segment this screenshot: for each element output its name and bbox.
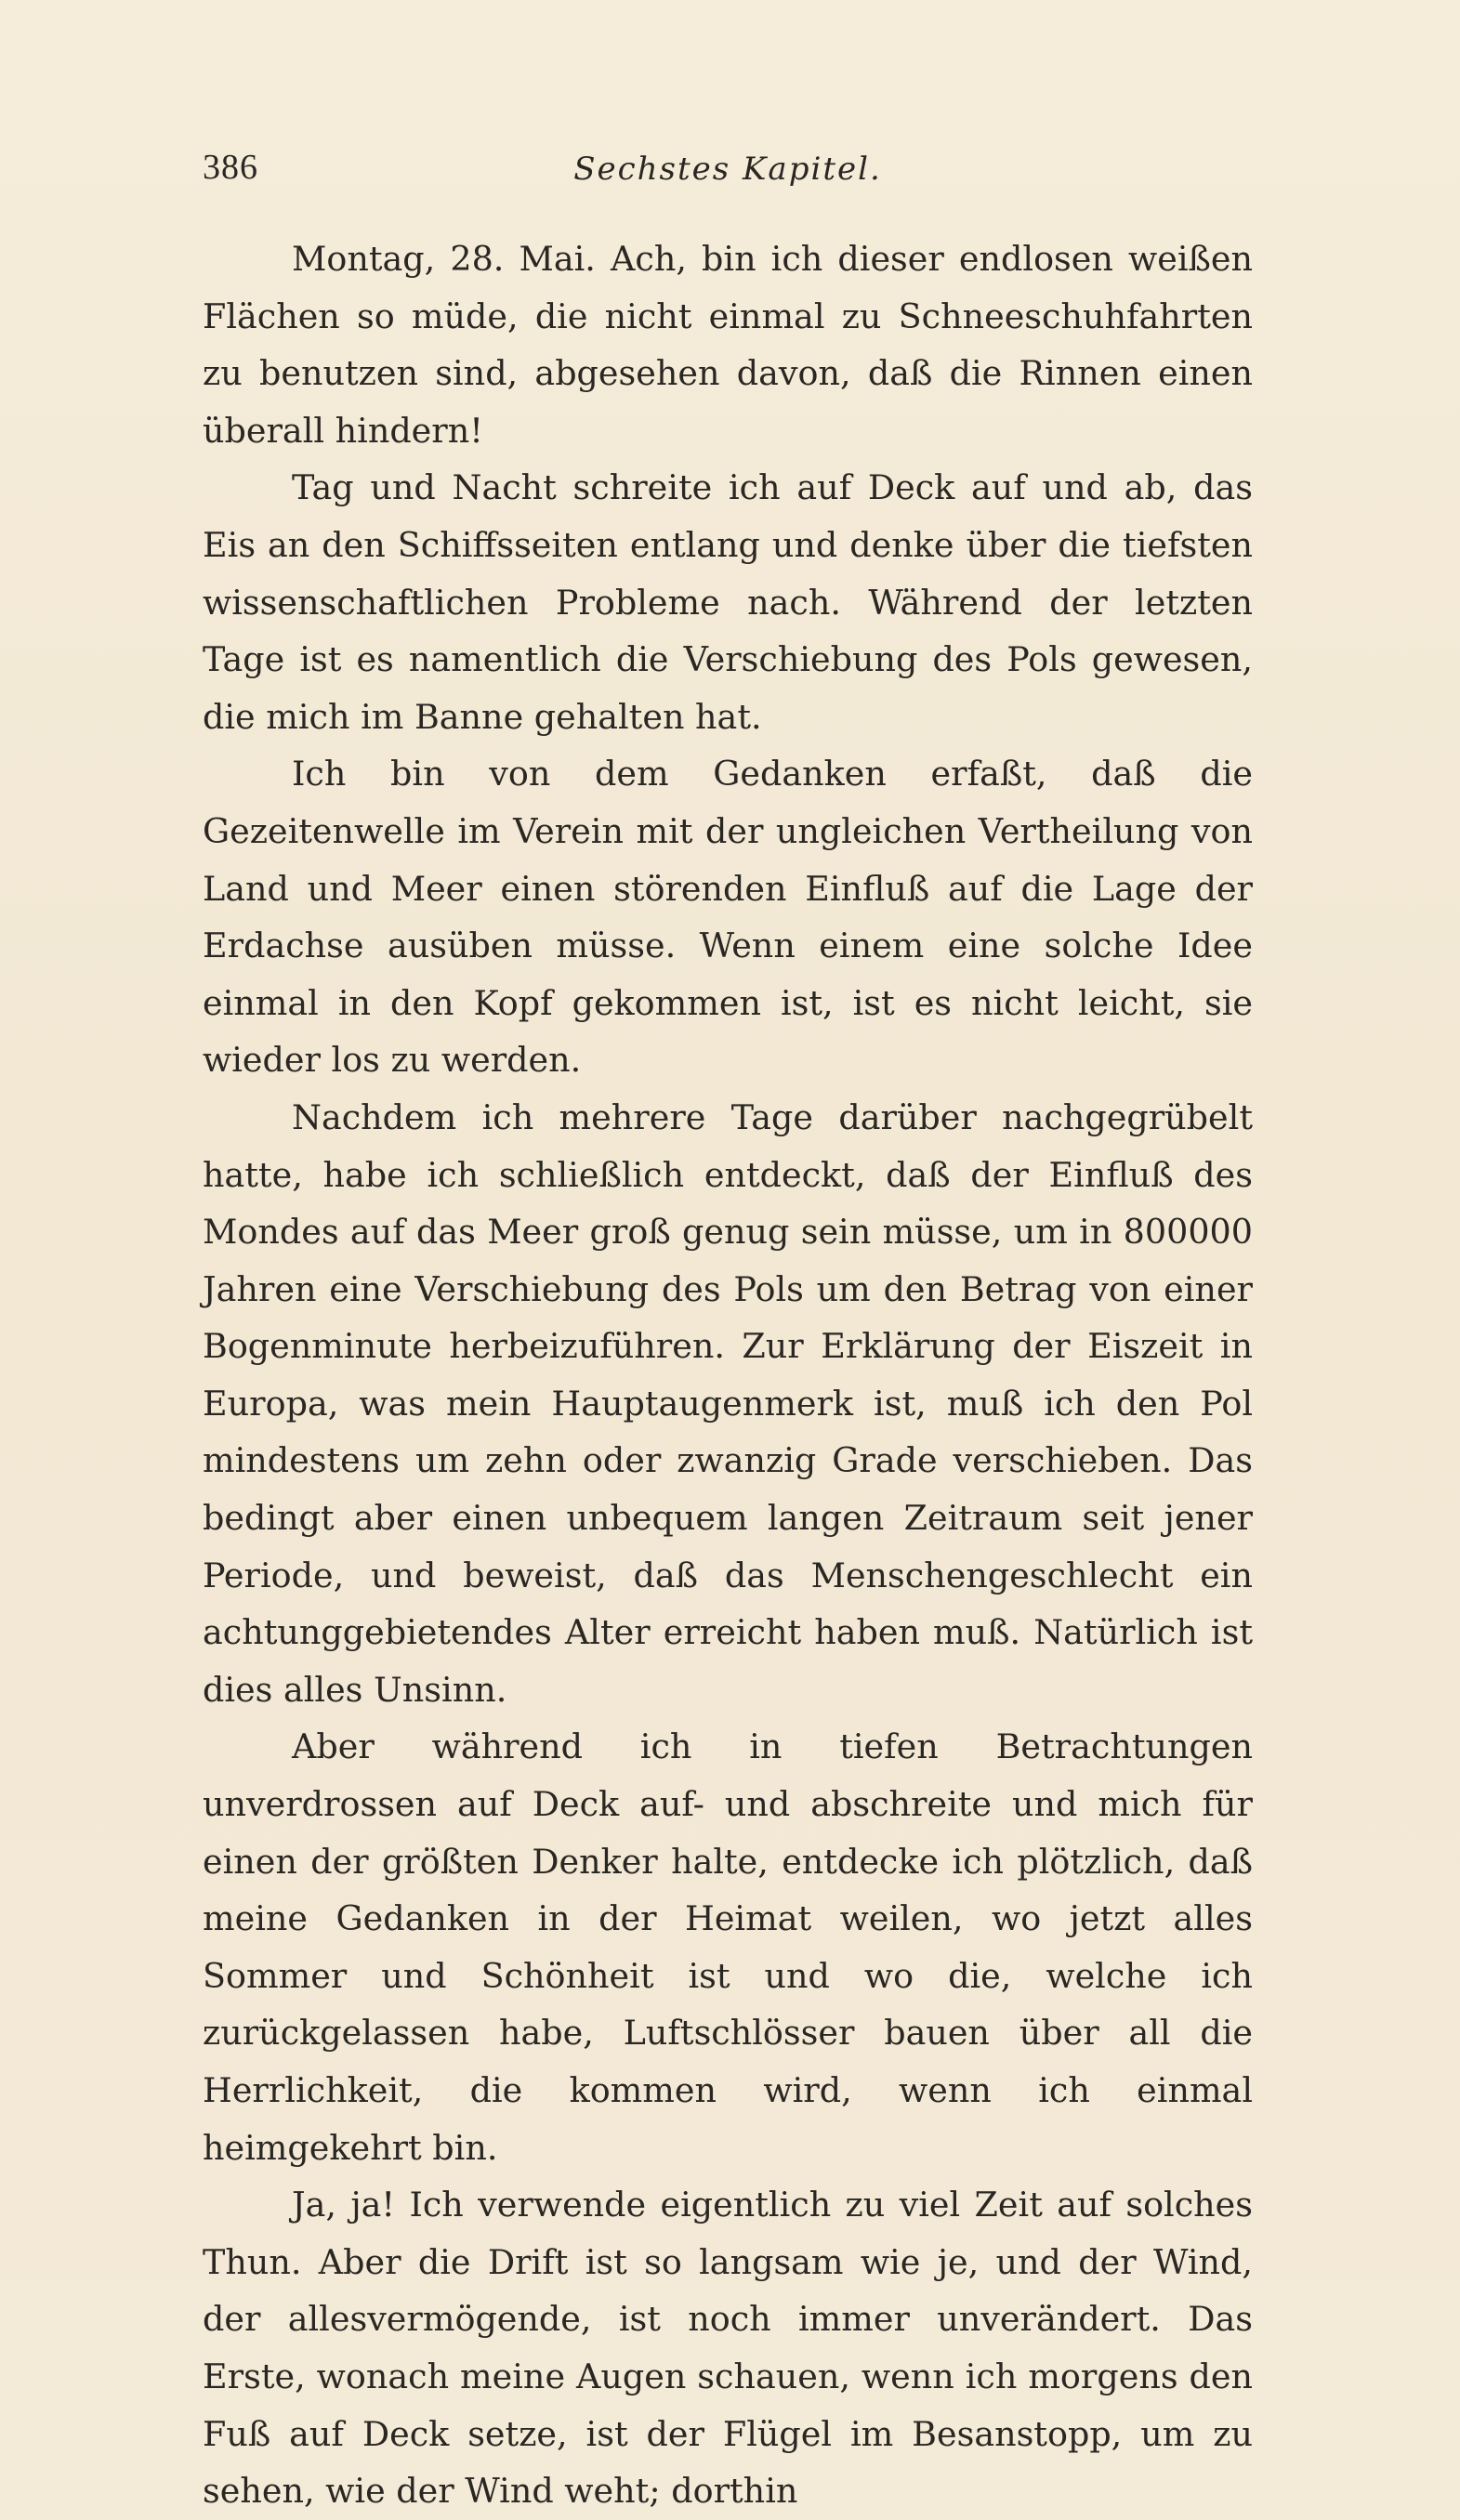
paragraph: Ja, ja! Ich verwende eigentlich zu viel Zeit auf solches Thun. Aber die Drift ist so langsam wie je, und der Wind, der allesvermögende, ist noch immer unverändert. Das Erste, wonach meine Augen schauen, wenn ich morgens den Fuß auf Deck setze, ist der Flügel im Besanstopp, um zu sehen, wie der Wind weht; dorthin <box>203 2185 1253 2512</box>
paragraph: Tag und Nacht schreite ich auf Deck auf und ab, das Eis an den Schiffsseiten entlang und denke über die tiefsten wissenschaftlichen Probleme nach. Während der letzten Tage ist es namentlich die Verschiebung des Pols gewesen, die mich im Banne gehalten hat. <box>203 467 1253 737</box>
paragraph: Nachdem ich mehrere Tage darüber nachgegrübelt hatte, habe ich schließlich entdeckt, daß der Einfluß des Mondes auf das Meer groß genug sein müsse, um in 800000 Jahren eine Verschiebung des Pols um den Betrag von einer Bogenminute herbeizuführen. Zur Erklärung der Eiszeit in Europa, was mein Hauptaugenmerk ist, muß ich den Pol mindestens um zehn oder zwanzig Grade verschieben. Das bedingt aber einen unbequem langen Zeitraum seit jener Periode, und beweist, daß das Menschengeschlecht ein achtunggebietendes Alter erreicht haben muß. Natürlich ist dies alles Unsinn. <box>203 1096 1253 1710</box>
paragraph: Aber während ich in tiefen Betrachtungen unverdrossen auf Deck auf- und abschreite und mich für einen der größten Denker halte, entdecke ich plötzlich, daß meine Gedanken in der Heimat weilen, wo jetzt alles Sommer und Schönheit ist und wo die, welche ich zurückgelassen habe, Luftschlösser bauen über all die Herrlichkeit, die kommen wird, wenn ich einmal heimgekehrt bin. <box>203 1726 1253 2168</box>
page-header <box>203 147 1253 203</box>
paragraph: Ich bin von dem Gedanken erfaßt, daß die Gezeitenwelle im Verein mit der ungleichen Vertheilung von Land und Meer einen störenden Einfluß auf die Lage der Erdachse ausüben müsse. Wenn einem eine solche Idee einmal in den Kopf gekommen ist, ist es nicht leicht, sie wieder los zu werden. <box>203 754 1253 1081</box>
body-text <box>203 230 1253 2520</box>
page-number: 386 <box>203 148 258 187</box>
running-head: Sechstes Kapitel. <box>573 151 882 188</box>
paragraph: Montag, 28. Mai. Ach, bin ich dieser endlosen weißen Flächen so müde, die nicht einmal zu Schneeschuhfahrten zu benutzen sind, abgesehen davon, daß die Rinnen einen überall hindern! <box>203 239 1253 451</box>
